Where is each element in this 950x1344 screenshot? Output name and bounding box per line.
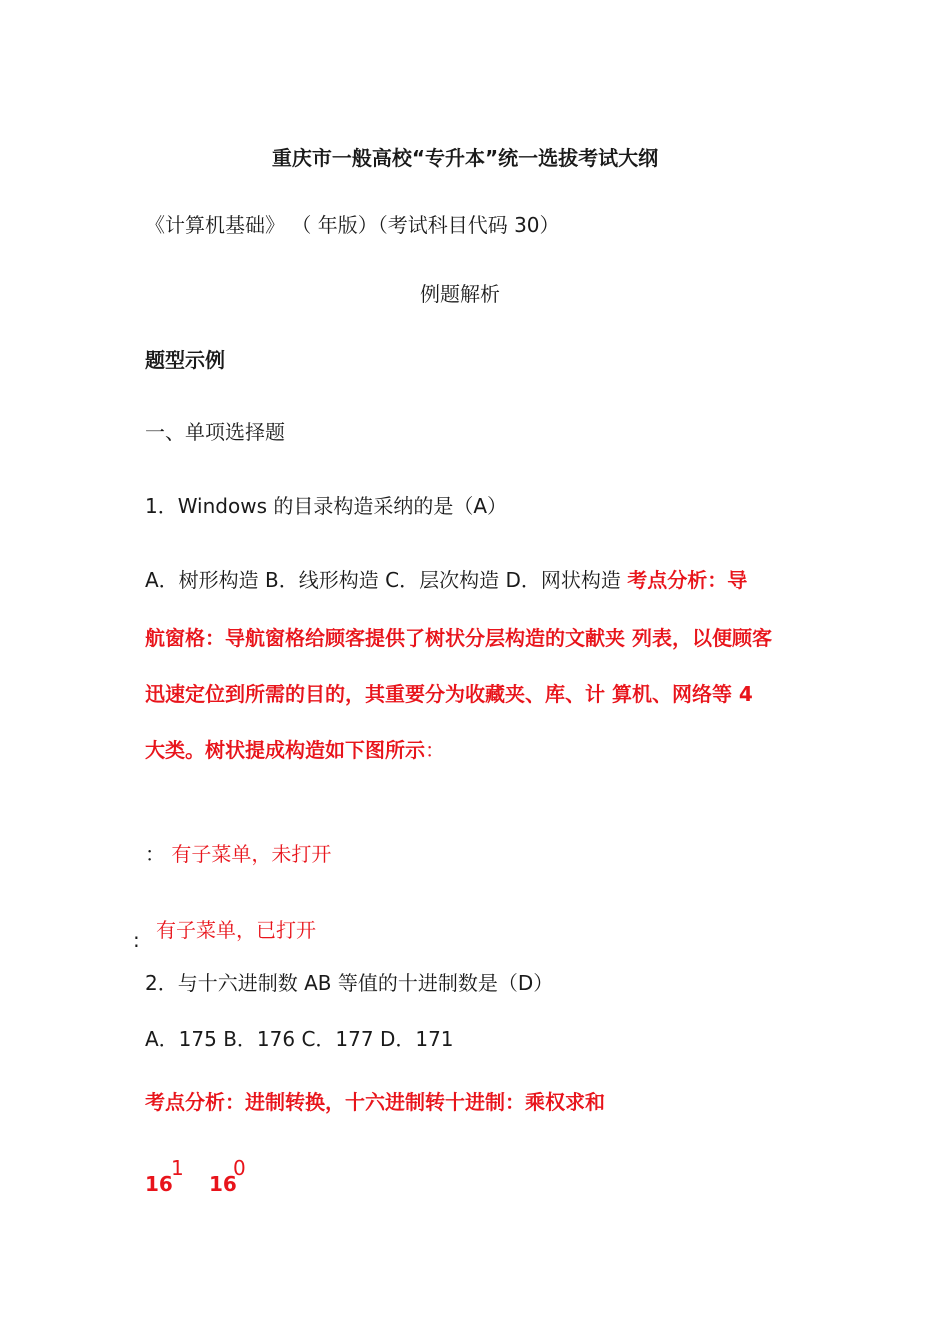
document-title: 重庆市一般高校“专升本”统一选拔考试大纲 xyxy=(271,146,659,170)
question-1-stem: 1．Windows 的目录构造采纳的是（A） xyxy=(145,494,508,518)
question-2-options: A．175 B．176 C．177 D．171 xyxy=(145,1027,454,1051)
tree-legend-open-text: 有子菜单，已打开 xyxy=(156,918,316,942)
question-1-options: A．树形构造 B．线形构造 C．层次构造 D．网状构造 xyxy=(145,568,621,592)
power-base-2: 16 xyxy=(209,1172,237,1196)
question-2-stem: 2．与十六进制数 AB 等值的十进制数是（D） xyxy=(145,971,554,995)
power-base-1: 16 xyxy=(145,1172,173,1196)
tree-legend-closed-text: 有子菜单，未打开 xyxy=(171,842,332,866)
question-1-analysis-start: 考点分析：导 xyxy=(627,568,748,592)
tree-legend-closed xyxy=(145,842,331,866)
power-exponent-1: 1 xyxy=(171,1156,184,1180)
question-1-options-line xyxy=(145,568,747,592)
question-2-analysis: 考点分析：进制转换，十六进制转十进制：乘权求和 xyxy=(145,1090,605,1114)
document-subtitle: 《计算机基础》 （ 年版）（考试科目代码 30） xyxy=(145,213,560,237)
tree-legend-open-colon: : xyxy=(133,928,140,952)
section-title: 例题解析 xyxy=(420,282,500,306)
question-1-analysis-line-4 xyxy=(145,738,445,762)
power-exponent-2: 0 xyxy=(233,1156,246,1180)
heading-question-types: 题型示例 xyxy=(145,348,225,372)
question-1-analysis-line-4-colon: ： xyxy=(425,738,445,762)
part-heading: 一、单项选择题 xyxy=(145,420,285,444)
tree-legend-closed-colon: ： xyxy=(145,842,165,866)
question-1-analysis-line-2: 航窗格：导航窗格给顾客提供了树状分层构造的文献夹 列表，以便顾客 xyxy=(145,626,772,650)
question-1-analysis-line-3: 迅速定位到所需的目的，其重要分为收藏夹、库、计 算机、网络等 4 xyxy=(145,682,753,706)
question-1-analysis-line-4-text: 大类。树状提成构造如下图所示 xyxy=(145,738,425,762)
